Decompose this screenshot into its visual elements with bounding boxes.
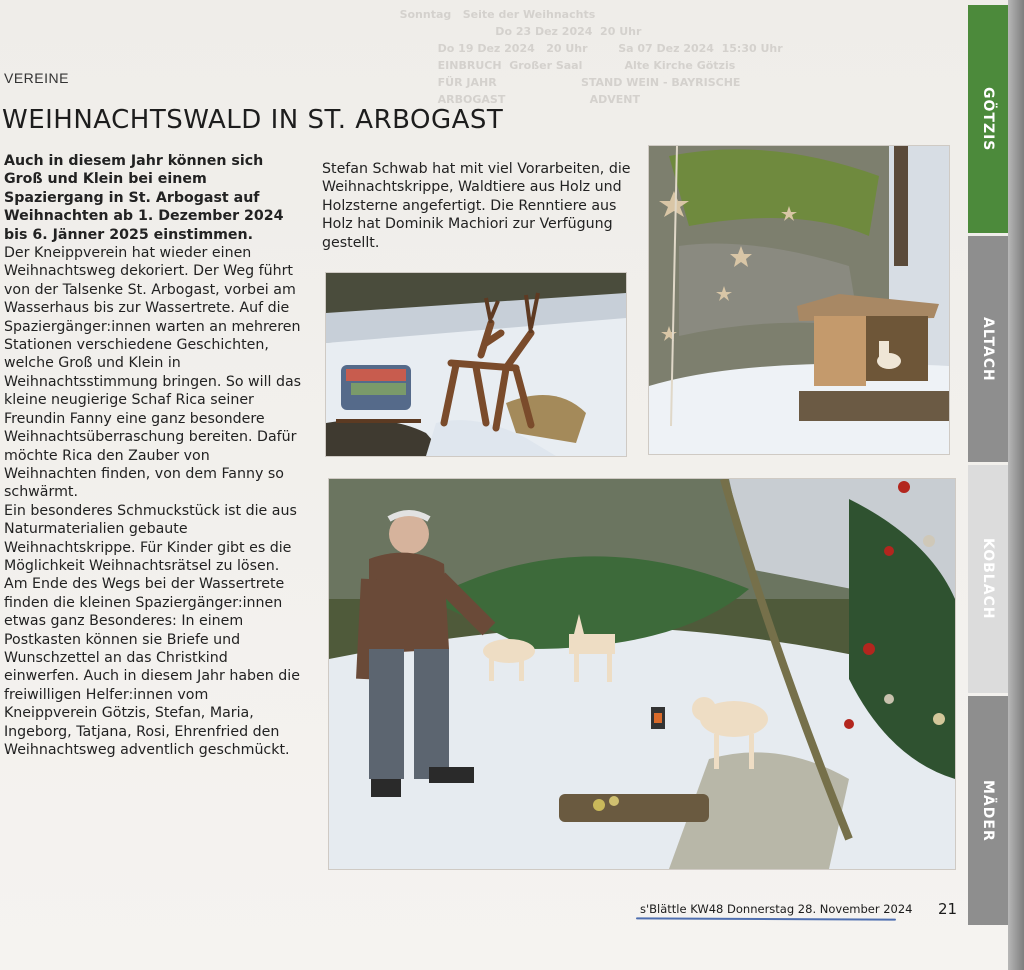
page-footer xyxy=(640,902,913,916)
tab-label: GÖTZIS xyxy=(980,86,996,152)
tab-maeder[interactable] xyxy=(968,696,1008,925)
tab-goetzis[interactable] xyxy=(968,5,1008,233)
issue-date: Donnerstag 28. November 2024 xyxy=(727,902,913,916)
publication-name: s'Blättle xyxy=(640,902,687,916)
section-label: VEREINE xyxy=(4,70,69,86)
reindeer-photo xyxy=(325,272,627,457)
article-lead: Auch in diesem Jahr können sich Groß und Klein bei einem Spaziergang in St. Arbogast auf Weihnachten ab 1. Dezember 2024 bis 6. Jänner 2025 einstimmen. xyxy=(4,153,284,243)
nativity-crib-photo xyxy=(648,145,950,455)
article-column-2: Stefan Schwab hat mit viel Vorarbeiten, die Weihnachtskrippe, Waldtiere aus Holz und Holzsterne angefertigt. Die Renntiere aus Holz hat Dominik Machiori zur Verfügung gestellt. xyxy=(322,161,631,251)
tab-label: MÄDER xyxy=(980,779,996,842)
article-paragraph: Ein besonderes Schmuckstück ist die aus Naturmaterialien gebaute Weihnachtskrippe. Für Kinder gibt es die Möglichkeit Weihnachtsrätsel zu lösen. Am Ende des Wegs bei der Wassertrete finden die kleinen Spaziergänger:innen etwas ganz Besonderes: In einem Postkasten können sie Briefe und Wunschzettel an das Christkind einwerfen. Auch in diesem Jahr haben die freiwilligen Helfer:innen vom Kneippverein Götzis, Stefan, Maria, Ingeborg, Tatjana, Rosi, Ehrenfried den Weihnachtsweg adventlich geschmückt. xyxy=(4,502,300,758)
pen-underline xyxy=(636,917,896,920)
article-column-1 xyxy=(4,152,304,759)
article-headline: WEIHNACHTSWALD IN ST. ARBOGAST xyxy=(2,105,504,136)
bleed-through-text: Sonntag Seite der Weihnachts Do 23 Dez 2024 20 Uhr xyxy=(399,8,642,38)
article-paragraph: Der Kneippverein hat wieder einen Weihnachtsweg dekoriert. Der Weg führt von der Talsenke St. Arbogast, vorbei am Wasserhaus bis zur Wassertrete. Auf die Spaziergänger:innen warten an mehreren Stationen verschiedene Geschichten, welche Groß und Klein in Weihnachtsstimmung bringen. So will das kleine neugierige Schaf Rica seiner Freundin Fanny eine ganz besondere Weihnachtsüberraschung bereiten. Dafür möchte Rica den Zauber von Weihnachten finden, von dem Fanny so schwärmt. xyxy=(4,245,302,501)
page-number: 21 xyxy=(938,900,958,918)
scan-edge xyxy=(1008,0,1024,970)
region-tabs xyxy=(968,0,1008,925)
tab-label: ALTACH xyxy=(980,316,996,382)
tab-koblach[interactable] xyxy=(968,465,1008,693)
tab-label: KOBLACH xyxy=(980,538,996,620)
tab-altach[interactable] xyxy=(968,236,1008,462)
issue-week: KW48 xyxy=(690,902,724,916)
bleed-through-text: Do 19 Dez 2024 20 Uhr Sa 07 Dez 2024 15:30 Uhr EINBRUCH Großer Saal Alte Kirche Götzis FÜR JAHR STAND WEIN - BAYRISCHE ARBOGAST ADVENT xyxy=(437,42,783,106)
forest-helper-photo xyxy=(328,478,956,870)
